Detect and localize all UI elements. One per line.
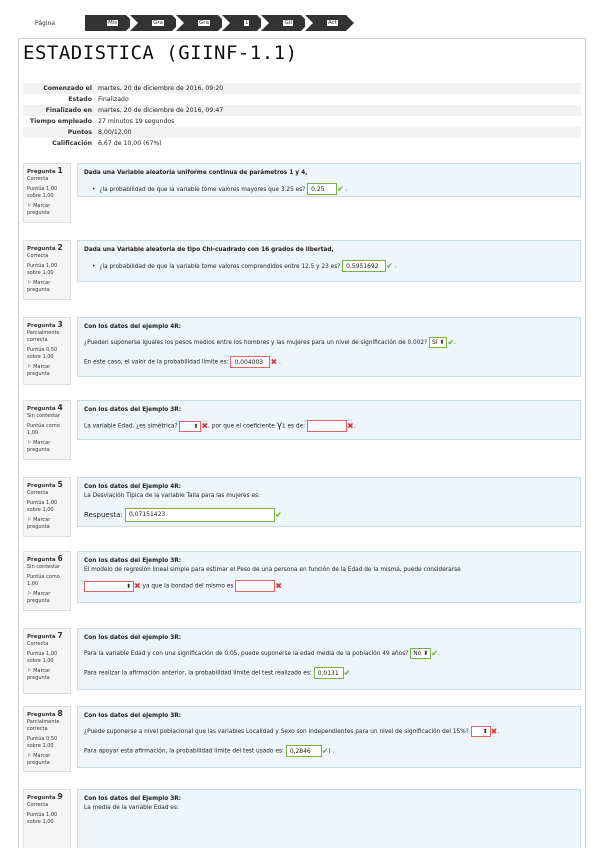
breadcrumb-item[interactable]: 1 <box>222 15 258 31</box>
answer-select[interactable]: No ⬍ <box>410 648 431 659</box>
incorrect-icon: ✖ <box>134 581 141 591</box>
breadcrumb-item[interactable]: Gra <box>130 15 172 31</box>
correct-icon: ✔ <box>343 668 351 678</box>
answer-input[interactable]: 0,004003 <box>230 356 270 368</box>
incorrect-icon: ✖ <box>346 421 354 431</box>
flag-question-link[interactable]: ⚐ Marcar pregunta <box>27 668 51 681</box>
gamma-symbol: γ₁ <box>276 420 286 431</box>
flag-question-link[interactable]: ⚐ Marcar pregunta <box>27 753 51 766</box>
breadcrumb-home[interactable]: Página <box>35 19 55 27</box>
answer-input[interactable]: 0,25 <box>307 183 337 195</box>
correct-icon: ✔ <box>447 338 455 347</box>
correct-icon: ✔ <box>337 184 344 194</box>
breadcrumb <box>35 14 350 32</box>
correct-icon: ✔ <box>321 746 329 756</box>
answer-input[interactable] <box>235 580 275 592</box>
breadcrumb-item[interactable]: Act <box>305 15 346 31</box>
answer-select[interactable]: ⬍ <box>179 421 201 432</box>
answer-input[interactable]: 0,5951692 <box>342 260 386 272</box>
breadcrumb-item[interactable]: Gra <box>176 15 218 31</box>
incorrect-icon: ✖ <box>275 581 282 591</box>
answer-select[interactable]: ⬍ <box>471 726 491 737</box>
flag-question-link[interactable]: ⚐ Marcar pregunta <box>27 364 51 377</box>
correct-icon: ✔ <box>274 510 282 520</box>
breadcrumb-item[interactable]: GII <box>261 15 301 31</box>
incorrect-icon: ✖ <box>490 727 498 736</box>
question-info: Pregunta 1 Correcta Puntúa 1,00 sobre 1,00 ⚐ Marcar pregunta <box>23 163 71 223</box>
answer-input[interactable]: 0,07151423 <box>125 508 275 522</box>
answer-input[interactable]: 0,2846 <box>286 745 322 757</box>
answer-input[interactable] <box>307 420 347 432</box>
quiz-review-page: ESTADISTICA (GIINF-1.1) Comenzado el martes, 20 de diciembre de 2016, 09:20 Estado Finalizado Finalizado en martes, 20 de diciembre de 2016, 09:47 Tiempo empleado 27 minutos 19 segundos Puntos 8,00/12,00 Calificación 6,67 de 10,00 (67%) Pregunta 1 Correcta Puntúa 1,00 sobre 1,00 ⚐ Marcar pregunta Dada una Variable aleatoria uniforme continua de parámetros 1 y 4, • ¿la probabilidad de que la variable tome valores mayores que 3.25 es? 0,25 ✔ . Pregunta 2 Correcta Puntúa 1,00 sobre 1,00 ⚐ Marcar pregunta Dada una Variable aleatoria de tipo Chi-cuadrado con 16 grados de libertad, • ¿la probabilidad de que la variable tome valores comprendidos entre 12.5 y 23 es? 0,5951692 ✔ . Pregunta 3 Parcialmente correcta Puntúa 0,50 sobre 1,00 ⚐ Marcar pregunta Con los datos del ejemplo 4R: ¿Pueden suponerse iguales los pesos medios entre los hombres y las mujeres para un nivel de significación de 0.002? Sí ⬍ ✔. En este caso, el valor de la probabilidad límite es: 0,004003 ✖ . Pregunta 4 Sin contestar Puntúa como 1,00 ⚐ Marcar pregunta Con los datos del Ejemplo 3R: La variable Edad, ¿es simétrica? ⬍ ✖, por que el coeficiente γ₁ es de: ✖. Pregunta 5 Correcta Puntúa 1,00 sobre 1,00 ⚐ Marcar pregunta Con los datos del Ejemplo 4R: La Desviación Típica de la variable Talla para las mujeres es: Respuesta: 0,07151423 ✔ Pregunta 6 Sin contestar Puntúa como 1,00 ⚐ Marcar pregunta Con los datos del Ejemplo 3R: El modelo de regresión lineal simple para estimar el Peso de una persona en función de la Edad de la misma, puede considerarse ⬍ ✖ ya que la bondad del mismo es ✖ Pregunta 7 Correcta Puntúa 1,00 sobre 1,00 ⚐ Marcar pregunta Con los datos del ejemplo 3R: Para la variable Edad y con una significación de 0.05, puede suponerse la edad media de la población 49 años? No ⬍ ✔. Para realizar la afirmación anterior, la probabilidad límite del test realizado es: 0,0131 ✔ Pregunta 8 Parcialmente correcta Puntúa 0,50 sobre 1,00 ⚐ Marcar pregunta Con los datos del ejemplo 3R: ¿Puede suponerse a nivel poblacional que las variables Localidad y Sexo son independientes para un nivel de significación del 15%? ⬍ ✖. Para apoyar esta afirmación, la probabilidad límite del test usado es: 0,2846 ✔) . Pregunta 9 Correcta Puntúa 1,00 sobre 1,00 Con los datos del Ejemplo 3R: La media de la variable Edad es: <box>18 38 586 848</box>
correct-icon: ✔ <box>386 261 393 271</box>
attempt-summary: Comenzado el martes, 20 de diciembre de 2016, 09:20 Estado Finalizado Finalizado en martes, 20 de diciembre de 2016, 09:47 Tiempo empleado 27 minutos 19 segundos Puntos 8,00/12,00 Calificación 6,67 de 10,00 (67%) <box>23 83 581 149</box>
flag-question-link[interactable]: ⚐ Marcar pregunta <box>27 280 51 293</box>
flag-question-link[interactable]: ⚐ Marcar pregunta <box>27 203 51 216</box>
incorrect-icon: ✖ <box>270 357 278 367</box>
flag-question-link[interactable]: ⚐ Marcar pregunta <box>27 440 51 453</box>
answer-input[interactable]: 0,0131 <box>314 667 344 679</box>
flag-question-link[interactable]: ⚐ Marcar pregunta <box>27 517 51 530</box>
breadcrumb-item[interactable]: Mis <box>85 15 126 31</box>
flag-question-link[interactable]: ⚐ Marcar pregunta <box>27 591 51 604</box>
incorrect-icon: ✖ <box>201 421 209 431</box>
question-text: Dada una Variable aleatoria uniforme continua de parámetros 1 y 4, • ¿la probabilidad de que la variable tome valores mayores que 3.25 es? 0,25 ✔ . <box>77 163 581 197</box>
correct-icon: ✔ <box>431 649 438 658</box>
answer-select[interactable]: Sí ⬍ <box>429 337 447 348</box>
answer-select[interactable]: ⬍ <box>84 581 134 592</box>
page-title: ESTADISTICA (GIINF-1.1) <box>23 42 298 64</box>
